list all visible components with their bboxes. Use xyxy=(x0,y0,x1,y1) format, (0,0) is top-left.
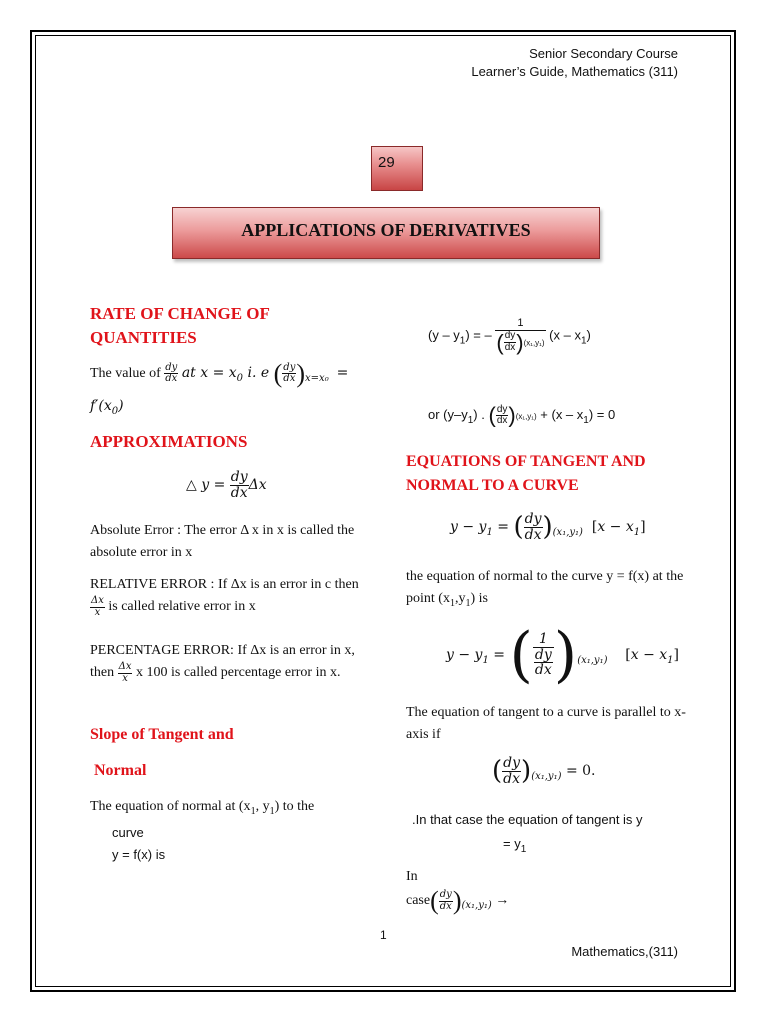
chapter-title: APPLICATIONS OF DERIVATIVES xyxy=(241,220,531,240)
parallel-text: The equation of tangent to a curve is parallel to x-axis if xyxy=(406,705,686,742)
slope-heading: Slope of Tangent and xyxy=(90,726,234,743)
header-guide: Learner’s Guide, Mathematics (311) xyxy=(471,64,678,79)
chapter-number-box xyxy=(371,146,423,191)
zero-derivative-equation: ( $\frac{dy}{dx}$ )$_{(x_1,y_1)} = 0$. xyxy=(492,755,596,787)
normal-curve-text: curve xyxy=(112,825,144,840)
normal-yfx-text: y = f(x) is xyxy=(112,847,166,862)
eq-y1-text: = $y_1$ xyxy=(503,836,527,855)
percentage-error-text: PERCENTAGE ERROR: If Δx is an error in x, then $\frac{\Delta x}{x}$ x 100 is called percentage error in x. xyxy=(90,643,355,684)
rate-definition: The value of $\frac{dy}{dx}$ at $x = x_0$ i. e ( $\frac{dy}{dx}$ )$_{x=x_0}$ = xyxy=(90,358,349,388)
absolute-error-text: Absolute Error : The error Δ x in x is called the absolute error in x xyxy=(90,523,355,560)
delta-equation: △ y = $\frac{dy}{dx}$ Δx xyxy=(186,469,267,501)
rate-fprime: $f'(x_0)$ xyxy=(90,398,124,417)
eq2-normal: or $(y-y_1)$ . ( $\frac{dy}{dx}$ )$(x_1,y_1) + (x - x_1) = 0$ xyxy=(428,402,616,428)
rate-text: The value of xyxy=(90,366,161,381)
normal-equation-desc: the equation of normal to the curve y = f(x) at the point $(x_1,y_1)$ is xyxy=(406,569,684,609)
approx-heading: APPROXIMATIONS xyxy=(90,432,248,451)
normal-equation-text: The equation of normal at ($x_1$, $y_1$) to the xyxy=(90,799,315,817)
rate-math-ie: i. e xyxy=(243,365,274,381)
eq1-normal: $(y - y_1)$ = – 1 ( $\frac{dy}{dx}$ )(x₁,y₁) $(x - x_1)$ xyxy=(428,317,591,355)
normal-heading: Normal xyxy=(94,762,147,779)
rate-heading: RATE OF CHANGE OF QUANTITIES xyxy=(90,304,270,347)
rate-math-mid: at x = x xyxy=(181,365,237,381)
footer-subject: Mathematics,(311) xyxy=(571,944,678,959)
header-course: Senior Secondary Course xyxy=(529,46,678,61)
normal-equation: $y - y_1$ = ( $\frac{1}{\frac{dy}{dx}}$ )$_{(x_1,y_1)}$ $[x - x_1]$ xyxy=(446,620,680,690)
tangent-equation: $y - y_1$ = ( $\frac{dy}{dx}$ )$_{(x_1,y_1)}$ $[x - x_1]$ xyxy=(450,511,646,543)
chapter-title-box xyxy=(172,207,600,259)
tangent-heading: EQUATIONS OF TANGENT AND NORMAL TO A CURVE xyxy=(406,453,646,494)
case-text: case( $\frac{dy}{dx}$ )$_{(x_1,y_1)}$ → xyxy=(406,886,510,915)
chapter-number: 29 xyxy=(378,154,395,171)
relative-error-text: RELATIVE ERROR : If Δx is an error in c then $\frac{\Delta x}{x}$ is called relative error in x xyxy=(90,577,359,618)
dy-dx-fraction: $\frac{dy}{dx}$ xyxy=(165,361,178,385)
in-text: In xyxy=(406,869,418,884)
in-that-case-text: .In that case the equation of tangent is y xyxy=(412,812,643,827)
page-number: 1 xyxy=(380,928,387,942)
